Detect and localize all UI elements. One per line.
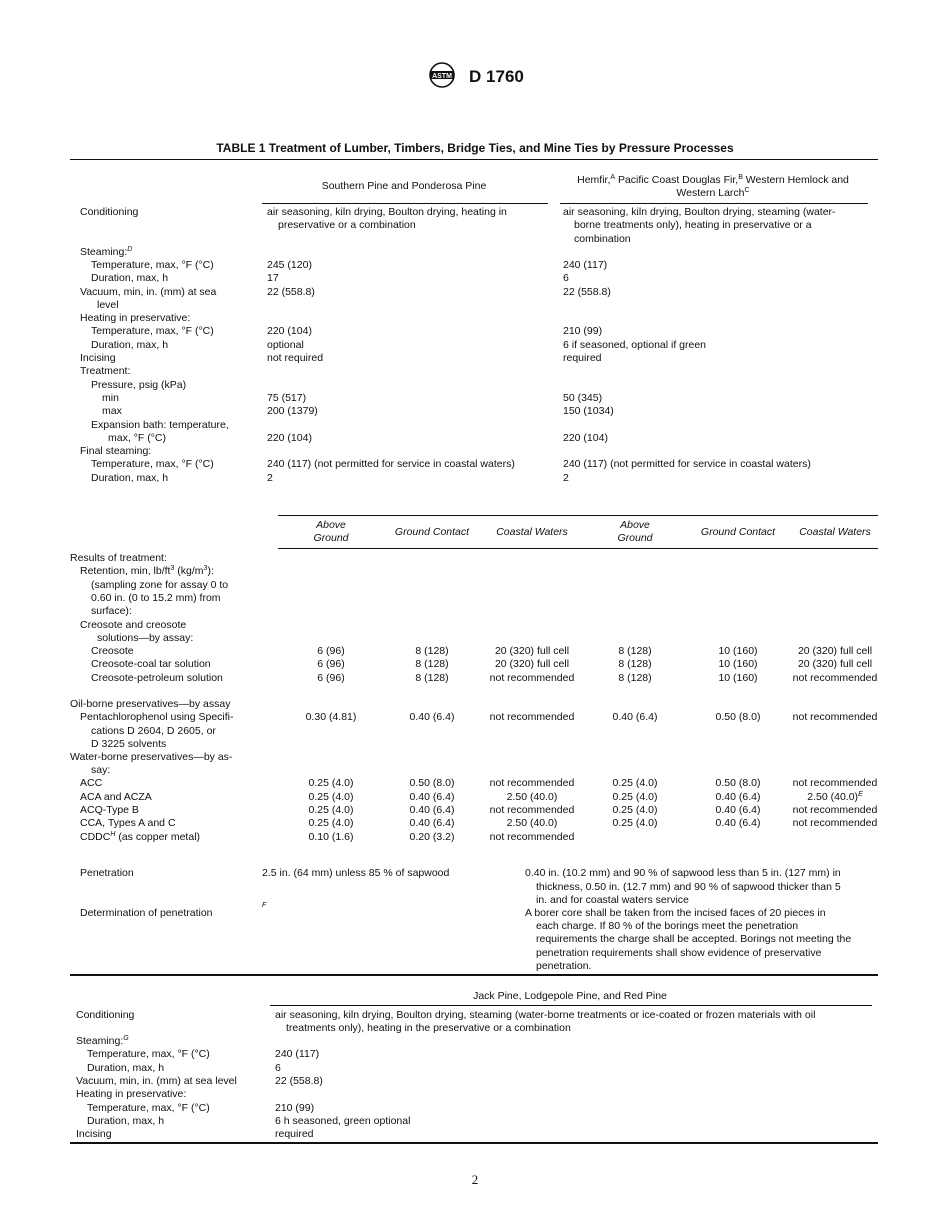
table-bottom-rule xyxy=(70,1142,878,1144)
col-head-above-ground-2: Ground xyxy=(313,532,349,544)
cell: not recommended xyxy=(792,711,878,723)
svg-text:ASTM: ASTM xyxy=(432,73,453,80)
cell: 8 (128) xyxy=(618,672,652,684)
cell: 0.40 in. (10.2 mm) and 90 % of sapwood less than 5 in. (127 mm) in xyxy=(525,867,841,879)
col-head-above-ground: Above xyxy=(620,519,650,531)
cell: not recommended xyxy=(792,804,878,816)
page-header xyxy=(0,62,950,91)
cell: 6 h seasoned, green optional xyxy=(275,1115,411,1127)
cell: not recommended xyxy=(489,672,575,684)
row-label: CCA, Types A and C xyxy=(80,817,176,829)
cell: preservative or a combination xyxy=(278,219,416,231)
cell: 20 (320) full cell xyxy=(797,645,873,657)
row-label: Oil-borne preservatives—by assay xyxy=(70,698,231,710)
cell: 0.25 (4.0) xyxy=(308,804,354,816)
row-label: ACQ-Type B xyxy=(80,804,139,816)
row-label: ACC xyxy=(80,777,103,789)
cell: not recommended xyxy=(489,804,575,816)
cell: not recommended xyxy=(792,817,878,829)
cell: 0.40 (6.4) xyxy=(409,817,455,829)
cell: 0.40 (6.4) xyxy=(612,711,658,723)
row-label: Creosote xyxy=(91,645,134,657)
subhead-bottom-rule xyxy=(278,548,878,549)
cell: 2.50 (40.0) xyxy=(506,817,558,829)
cell: 8 (128) xyxy=(618,645,652,657)
cell: 220 (104) xyxy=(267,432,312,444)
row-label: Duration, max, h xyxy=(91,272,169,284)
cell: 0.50 (8.0) xyxy=(715,711,761,723)
col-rule xyxy=(262,203,548,204)
col-head-ground-contact: Ground Contact xyxy=(394,526,470,538)
cell: 6 xyxy=(563,272,569,284)
astm-logo-icon xyxy=(426,62,458,91)
cell: 0.25 (4.0) xyxy=(612,777,658,789)
row-label: Conditioning xyxy=(80,206,139,218)
row-label: Heating in preservative: xyxy=(76,1088,187,1100)
cell: 2.5 in. (64 mm) unless 85 % of sapwood xyxy=(262,867,450,879)
cell: 245 (120) xyxy=(267,259,312,271)
cell: requirements the charge shall be accepted. Borings not meeting the xyxy=(536,933,852,945)
cell: 0.40 (6.4) xyxy=(409,804,455,816)
cell: 50 (345) xyxy=(563,392,603,404)
cell: optional xyxy=(267,339,304,351)
col-head-above-ground: Above xyxy=(316,519,346,531)
subhead-top-rule xyxy=(278,515,878,516)
row-label: Penetration xyxy=(80,867,134,879)
cell: 10 (160) xyxy=(718,672,758,684)
row-label: D 3225 solvents xyxy=(91,738,167,750)
row-label: Creosote and creosote xyxy=(80,619,187,631)
cell: 20 (320) full cell xyxy=(494,645,570,657)
cell: 0.25 (4.0) xyxy=(308,791,354,803)
row-label: cations D 2604, D 2605, or xyxy=(91,725,216,737)
cell: 0.25 (4.0) xyxy=(308,817,354,829)
cell: 0.25 (4.0) xyxy=(612,791,658,803)
cell: not recommended xyxy=(489,711,575,723)
cell: 22 (558.8) xyxy=(275,1075,323,1087)
row-label: 0.60 in. (0 to 15.2 mm) from xyxy=(91,592,221,604)
cell: 10 (160) xyxy=(718,645,758,657)
row-label: Temperature, max, °F (°C) xyxy=(91,325,214,337)
col-rule xyxy=(560,203,868,204)
row-label: Steaming:$^D$ xyxy=(80,246,133,258)
cell: F xyxy=(262,902,267,909)
row-label: Results of treatment: xyxy=(70,552,167,564)
row-label: Temperature, max, °F (°C) xyxy=(91,259,214,271)
row-label: Retention, min, $lb/ft^3$ $(kg/m^3)$: xyxy=(80,565,214,577)
cell: 0.50 (8.0) xyxy=(715,777,761,789)
row-label: Incising xyxy=(80,352,116,364)
row-label: Duration, max, h xyxy=(87,1115,165,1127)
cell: A borer core shall be taken from the incised faces of 20 pieces in xyxy=(525,907,826,919)
col-head-jack-pine: Jack Pine, Lodgepole Pine, and Red Pine xyxy=(473,990,667,1002)
row-label: Temperature, max, °F (°C) xyxy=(91,458,214,470)
cell: 210 (99) xyxy=(563,325,603,337)
cell: 200 (1379) xyxy=(267,405,318,417)
cell: in. and for coastal waters service xyxy=(536,894,689,906)
row-label: surface): xyxy=(91,605,132,617)
row-label: Expansion bath: temperature, xyxy=(91,419,229,431)
cell: 22 (558.8) xyxy=(267,286,315,298)
col-head-coastal-waters: Coastal Waters xyxy=(799,526,871,538)
row-label: max xyxy=(102,405,122,417)
cell: 6 xyxy=(275,1062,281,1074)
cell: 8 (128) xyxy=(415,645,449,657)
row-label: Pentachlorophenol using Specifi- xyxy=(80,711,234,723)
cell: 6 (96) xyxy=(317,672,345,684)
cell: 210 (99) xyxy=(275,1102,315,1114)
row-label: max, °F (°C) xyxy=(108,432,166,444)
cell: 2.50 (40.0) xyxy=(506,791,558,803)
cell: air seasoning, kiln drying, Boulton drying, steaming (water- xyxy=(563,206,836,218)
col-head-above-ground-2: Ground xyxy=(617,532,653,544)
cell: combination xyxy=(574,233,631,245)
cell: air seasoning, kiln drying, Boulton drying, heating in xyxy=(267,206,507,218)
col-head-ground-contact: Ground Contact xyxy=(700,526,776,538)
row-label: Incising xyxy=(76,1128,112,1140)
cell: 8 (128) xyxy=(618,658,652,670)
cell: penetration. xyxy=(536,960,592,972)
page-number: 2 xyxy=(471,1172,479,1187)
cell: 0.40 (6.4) xyxy=(715,817,761,829)
row-label: Creosote-petroleum solution xyxy=(91,672,223,684)
cell: not recommended xyxy=(489,777,575,789)
cell: borne treatments only), heating in preservative or a xyxy=(574,219,812,231)
cell: 0.40 (6.4) xyxy=(409,791,455,803)
row-label: Pressure, psig (kPa) xyxy=(91,379,187,391)
row-label: Conditioning xyxy=(76,1009,135,1021)
cell: 2.50 $(40.0)^E$ xyxy=(807,791,863,803)
col-head-hemfir-2: Western Larch$^C$ xyxy=(676,187,750,199)
cell: required xyxy=(275,1128,314,1140)
cell: each charge. If 80 % of the borings meet the penetration xyxy=(536,920,799,932)
row-label: level xyxy=(97,299,119,311)
cell: 0.20 (3.2) xyxy=(409,831,455,843)
cell: 0.50 (8.0) xyxy=(409,777,455,789)
col-head-hemfir: Hemfir,$^A$ Pacific Coast Douglas Fir,$^B$ Western Hemlock and xyxy=(577,174,849,186)
row-label: Vacuum, min, in. (mm) at sea level xyxy=(76,1075,237,1087)
row-label: solutions—by assay: xyxy=(97,632,194,644)
cell: 0.30 (4.81) xyxy=(305,711,357,723)
row-label: Treatment: xyxy=(80,365,131,377)
row-label: min xyxy=(102,392,119,404)
cell: 240 (117) (not permitted for service in coastal waters) xyxy=(563,458,811,470)
row-label: Duration, max, h xyxy=(87,1062,165,1074)
row-label: Heating in preservative: xyxy=(80,312,191,324)
cell: 10 (160) xyxy=(718,658,758,670)
cell: 75 (517) xyxy=(267,392,307,404)
cell: air seasoning, kiln drying, Boulton drying, steaming (water-borne treatments or ice-coated or frozen materials with oil xyxy=(275,1009,816,1021)
row-label: Duration, max, h xyxy=(91,472,169,484)
col-head-southern-pine: Southern Pine and Ponderosa Pine xyxy=(321,180,487,192)
cell: 0.25 (4.0) xyxy=(612,817,658,829)
col-head-coastal-waters: Coastal Waters xyxy=(496,526,568,538)
cell: 0.25 (4.0) xyxy=(612,804,658,816)
cell: treatments only), heating in the preservative or a combination xyxy=(286,1022,571,1034)
cell: not recommended xyxy=(489,831,575,843)
row-label: Final steaming: xyxy=(80,445,152,457)
cell: 8 (128) xyxy=(415,658,449,670)
cell: not recommended xyxy=(792,672,878,684)
row-label: Temperature, max, °F (°C) xyxy=(87,1102,210,1114)
cell: not required xyxy=(267,352,324,364)
cell: 20 (320) full cell xyxy=(797,658,873,670)
cell: 0.40 (6.4) xyxy=(715,791,761,803)
cell: 0.40 (6.4) xyxy=(409,711,455,723)
cell: 17 xyxy=(267,272,279,284)
row-label: $CDDC^H$ (as copper metal) xyxy=(80,831,201,843)
cell: required xyxy=(563,352,602,364)
table-title: TABLE 1 Treatment of Lumber, Timbers, Bridge Ties, and Mine Ties by Pressure Processes xyxy=(216,141,734,155)
row-label: ACA and ACZA xyxy=(80,791,152,803)
table-top-rule xyxy=(70,159,878,160)
cell: 240 (117) (not permitted for service in coastal waters) xyxy=(267,458,515,470)
document-id: D 1760 xyxy=(469,66,524,86)
cell: not recommended xyxy=(792,777,878,789)
cell: 8 (128) xyxy=(415,672,449,684)
row-label: Vacuum, min, in. (mm) at sea xyxy=(80,286,217,298)
row-label: Duration, max, h xyxy=(91,339,169,351)
cell: penetration requirements shall show evidence of preservative xyxy=(536,947,822,959)
row-label: Creosote-coal tar solution xyxy=(91,658,211,670)
cell: 220 (104) xyxy=(267,325,312,337)
row-label: Determination of penetration xyxy=(80,907,213,919)
row-label: Steaming:$^G$ xyxy=(76,1035,129,1047)
cell: thickness, 0.50 in. (12.7 mm) and 90 % of sapwood thicker than 5 xyxy=(536,881,841,893)
row-label: say: xyxy=(91,764,111,776)
cell: 6 (96) xyxy=(317,658,345,670)
cell: 2 xyxy=(267,472,273,484)
cell: 6 (96) xyxy=(317,645,345,657)
cell: 0.25 (4.0) xyxy=(308,777,354,789)
cell: 220 (104) xyxy=(563,432,608,444)
cell: 22 (558.8) xyxy=(563,286,611,298)
cell: 0.40 (6.4) xyxy=(715,804,761,816)
cell: 6 if seasoned, optional if green xyxy=(563,339,707,351)
row-label: (sampling zone for assay 0 to xyxy=(91,579,229,591)
cell: 2 xyxy=(563,472,569,484)
section-rule xyxy=(70,974,878,976)
cell: 240 (117) xyxy=(275,1048,320,1060)
row-label: Water-borne preservatives—by as- xyxy=(70,751,233,763)
cell: 240 (117) xyxy=(563,259,608,271)
col-rule xyxy=(270,1005,872,1006)
row-label: Temperature, max, °F (°C) xyxy=(87,1048,210,1060)
cell: 0.10 (1.6) xyxy=(308,831,354,843)
cell: 150 (1034) xyxy=(563,405,614,417)
cell: 20 (320) full cell xyxy=(494,658,570,670)
